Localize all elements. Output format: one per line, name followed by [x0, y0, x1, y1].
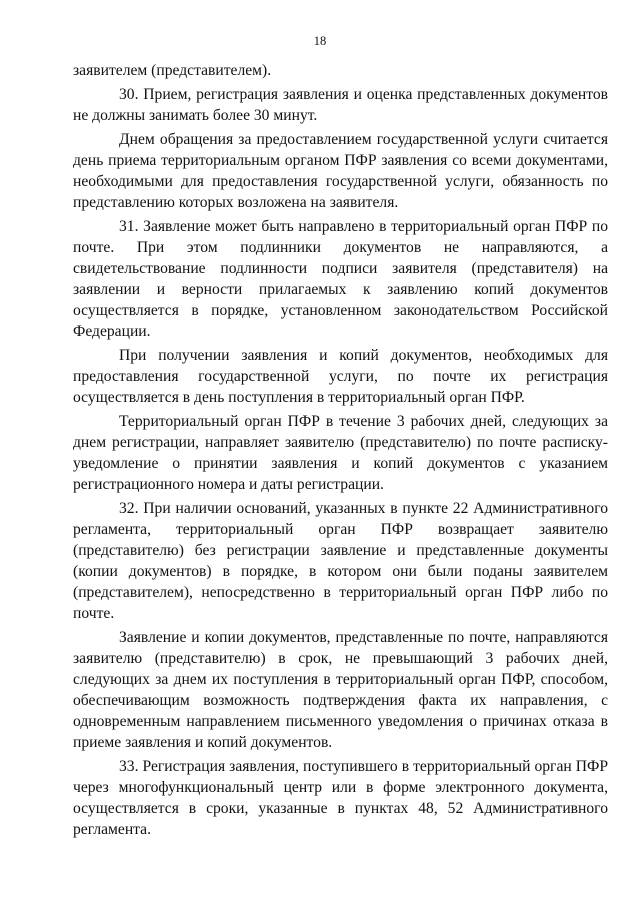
- paragraph-item-32: 32. При наличии оснований, указанных в пункте 22 Административного регламента, территориальный орган ПФР возвращает заявителю (представителю) без регистрации заявление и представленные документы (копии документов) в порядке, в котором они были поданы заявителем (представителем), непосредственно в территориальный орган ПФР либо по почте.: [73, 500, 608, 622]
- paragraph-application-day: Днем обращения за предоставлением государственной услуги считается день приема территориальным органом ПФР заявления со всеми документами, необходимыми для предоставления государственной услуги, обязанность по представлению которых возложена на заявителя.: [73, 131, 608, 211]
- page-number: 18: [313, 34, 327, 48]
- paragraph-postal-registration: При получении заявления и копий документов, необходимых для предоставления государственной услуги, по почте их регистрация осуществляется в день поступления в территориальный орган ПФР.: [73, 347, 608, 406]
- paragraph-item-31: 31. Заявление может быть направлено в территориальный орган ПФР по почте. При этом подлинники документов не направляются, а свидетельствование подлинности подписи заявителя (представителя) на заявлении и верности прилагаемых к заявлению копий документов осуществляется в порядке, установленном законодательством Российской Федерации.: [73, 218, 608, 340]
- paragraph-continuation: заявителем (представителем).: [73, 62, 272, 79]
- paragraph-item-33: 33. Регистрация заявления, поступившего в территориальный орган ПФР через многофункциональный центр или в форме электронного документа, осуществляется в сроки, указанные в пунктах 48, 52 Административного регламента.: [73, 758, 608, 838]
- paragraph-return-documents: Заявление и копии документов, представленные по почте, направляются заявителю (представителю) в срок, не превышающий 3 рабочих дней, следующих за днем их поступления в территориальный орган ПФР, способом, обеспечивающим возможность подтверждения факта их направления, с одновременным направлением письменного уведомления о причинах отказа в приеме заявления и копий документов.: [73, 629, 608, 751]
- paragraph-receipt-notice: Территориальный орган ПФР в течение 3 рабочих дней, следующих за днем регистрации, направляет заявителю (представителю) по почте расписку-уведомление о принятии заявления и копий документов с указанием регистрационного номера и даты регистрации.: [73, 413, 608, 493]
- document-body: [73, 60, 608, 840]
- paragraph-item-30: 30. Прием, регистрация заявления и оценка представленных документов не должны занимать более 30 минут.: [73, 86, 608, 124]
